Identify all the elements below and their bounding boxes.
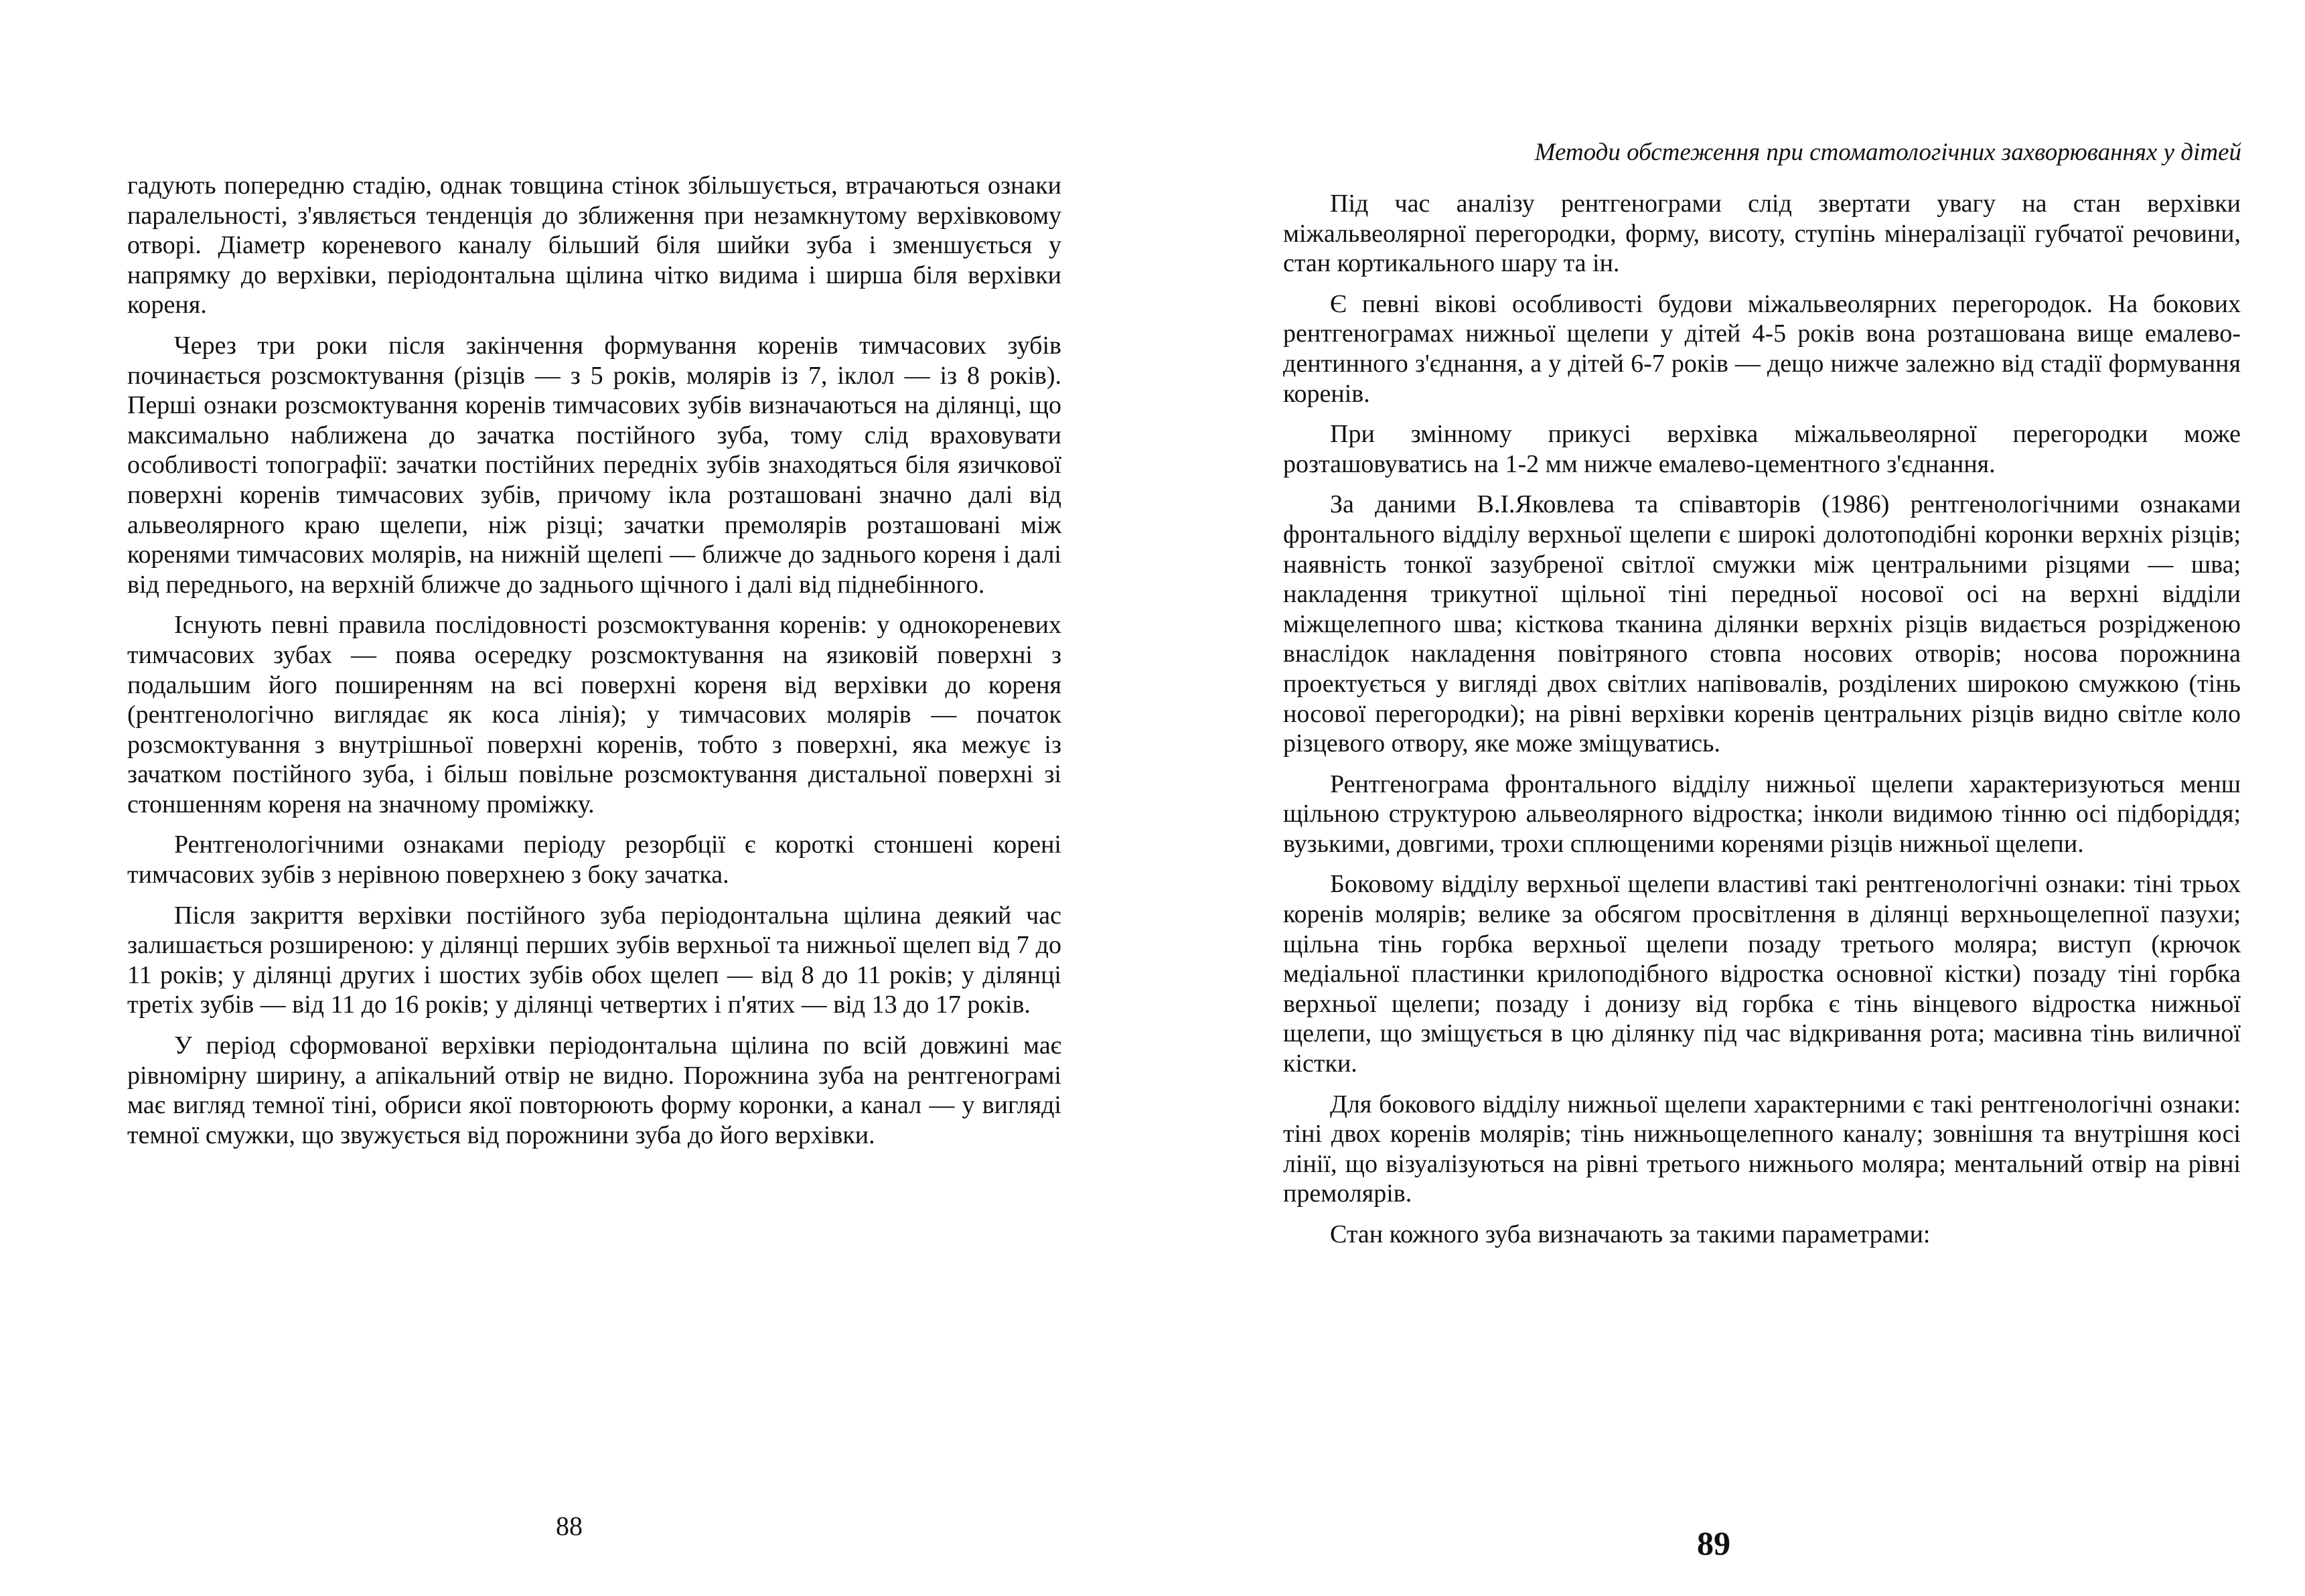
right-paragraph-7: Для бокового відділу нижньої щелепи характерними є такі рентгенологічні ознаки: тіні двох коренів молярів; тінь нижньощелепного каналу; зовнішня та внутрішня косі лінії, що візуалізуються на рівні третього нижнього моляра; ментальний отвір на рівні премолярів. — [1283, 1090, 2241, 1208]
right-page — [1152, 0, 2305, 1596]
right-paragraph-8: Стан кожного зуба визначають за такими параметрами: — [1330, 1220, 1931, 1248]
left-paragraph-2: Через три роки після закінчення формування коренів тимчасових зубів починається розсмоктування (різців — з 5 років, молярів із 7, іклол — із 8 років). Перші ознаки розсмоктування коренів тимчасових зубів визначаються на ділянці, що максимально наближена до зачатка постійного зуба, тому слід враховувати особливості топографії: зачатки постійних передніх зубів знаходяться біля язичкової поверхні коренів тимчасових зубів, причому ікла розташовані значно далі від альвеолярного краю щелепи, ніж різці; зачатки премолярів розташовані між коренями тимчасових молярів, на нижній щелепі — ближче до заднього кореня і далі від переднього, на верхній ближче до заднього щічного і далі від піднебінного. — [127, 331, 1061, 599]
right-paragraph-1: Під час аналізу рентгенограми слід звертати увагу на стан верхівки міжальвеолярної перегородки, форму, висоту, ступінь мінералізації губчатої речовини, стан кортикального шару та ін. — [1283, 190, 2241, 278]
page-number-left: 88 — [556, 1511, 583, 1541]
left-paragraph-6: У період сформованої верхівки періодонтальна щілина по всій довжині має рівномірну ширину, а апікальний отвір не видно. Порожнина зуба на рентгенограмі має вигляд темної тіні, обриси якої повторюють форму коронки, а канал — у вигляді темної смужки, що звужується від порожнини зуба до його верхівки. — [127, 1031, 1061, 1149]
left-paragraph-4: Рентгенологічними ознаками періоду резорбції є короткі стоншені корені тимчасових зубів з нерівною поверхнею з боку зачатка. — [127, 830, 1061, 889]
right-paragraph-6: Боковому відділу верхньої щелепи властиві такі рентгенологічні ознаки: тіні трьох коренів молярів; велике за обсягом просвітлення в ділянці верхньощелепної пазухи; щільна тінь горбка верхньої щелепи позаду третього моляра; виступ (крючок медіальної пластинки крилоподібного відростка основної кістки) позаду тіні горбка верхньої щелепи; позаду і донизу від горбка є тінь вінцевого відростка нижньої щелепи, що зміщується в цю ділянку під час відкривання рота; масивна тінь виличної кістки. — [1283, 870, 2241, 1078]
running-header: Методи обстеження при стоматологічних захворюваннях у дітей — [1534, 139, 2241, 166]
left-paragraph-3: Існують певні правила послідовності розсмоктування коренів: у однокореневих тимчасових зубах — поява осередку розсмоктування на язиковій поверхні з подальшим його поширенням на всі поверхні кореня від верхівки до кореня (рентгенологічно виглядає як коса лінія); у тимчасових молярів — початок розсмоктування з внутрішньої поверхні коренів, тобто з поверхні, яка межує із зачатком постійного зуба, і більш повільне розсмоктування дистальної поверхні зі стоншенням кореня на значному проміжку. — [127, 611, 1061, 818]
left-paragraph-5: Після закриття верхівки постійного зуба періодонтальна щілина деякий час залишається розширеною: у ділянці перших зубів верхньої та нижньої щелеп від 7 до 11 років; у ділянці других і шостих зубів обох щелеп — від 8 до 11 років; у ділянці третіх зубів — від 11 до 16 років; у ділянці четвертих і п'ятих — від 13 до 17 років. — [127, 901, 1061, 1019]
right-paragraph-4: За даними В.І.Яковлева та співавторів (1986) рентгенологічними ознаками фронтального відділу верхньої щелепи є широкі долотоподібні коронки верхніх різців; наявність тонкої зазубреної світлої смужки між центральними різцями — шва; накладення трикутної щільної тіні передньої носової осі на верхні відділи міжщелепного шва; кісткова тканина ділянки верхніх різців видається розрідженою внаслідок накладення повітряного стовпа носових отворів; носова порожнина проектується у вигляді двох світлих напівовалів, розділених широкою смужкою (тінь носової перегородки); на рівні верхівки коренів центральних різців видно світле коло різцевого отвору, яке може зміщуватись. — [1283, 490, 2241, 758]
left-page — [0, 0, 1152, 1596]
right-paragraph-3: При змінному прикусі верхівка міжальвеолярної перегородки може розташовуватись на 1-2 мм нижче емалево-цементного з'єднання. — [1283, 420, 2241, 478]
right-paragraph-5: Рентгенограма фронтального відділу нижньої щелепи характеризуються менш щільною структурою альвеолярного відростка; інколи видимою тінню осі підборіддя; вузькими, довгими, трохи сплющеними коренями різців нижньої щелепи. — [1283, 770, 2241, 858]
right-paragraph-2: Є певні вікові особливості будови міжальвеолярних перегородок. На бокових рентгенограмах нижньої щелепи у дітей 4-5 років вона розташована вище емалево-дентинного з'єднання, а у дітей 6-7 років — дещо нижче залежно від стадії формування коренів. — [1283, 289, 2241, 408]
right-text-column — [1283, 189, 2241, 1260]
left-text-column — [127, 171, 1061, 1161]
left-paragraph-1: гадують попередню стадію, однак товщина стінок збільшується, втрачаються ознаки паралельності, з'являється тенденція до зближення при незамкнутому верхівковому отворі. Діаметр кореневого каналу більший біля шийки зуба і зменшується у напрямку до верхівки, періодонтальна щілина чітко видима і ширша біля верхівки кореня. — [127, 171, 1061, 319]
page-number-right: 89 — [1697, 1524, 1730, 1562]
